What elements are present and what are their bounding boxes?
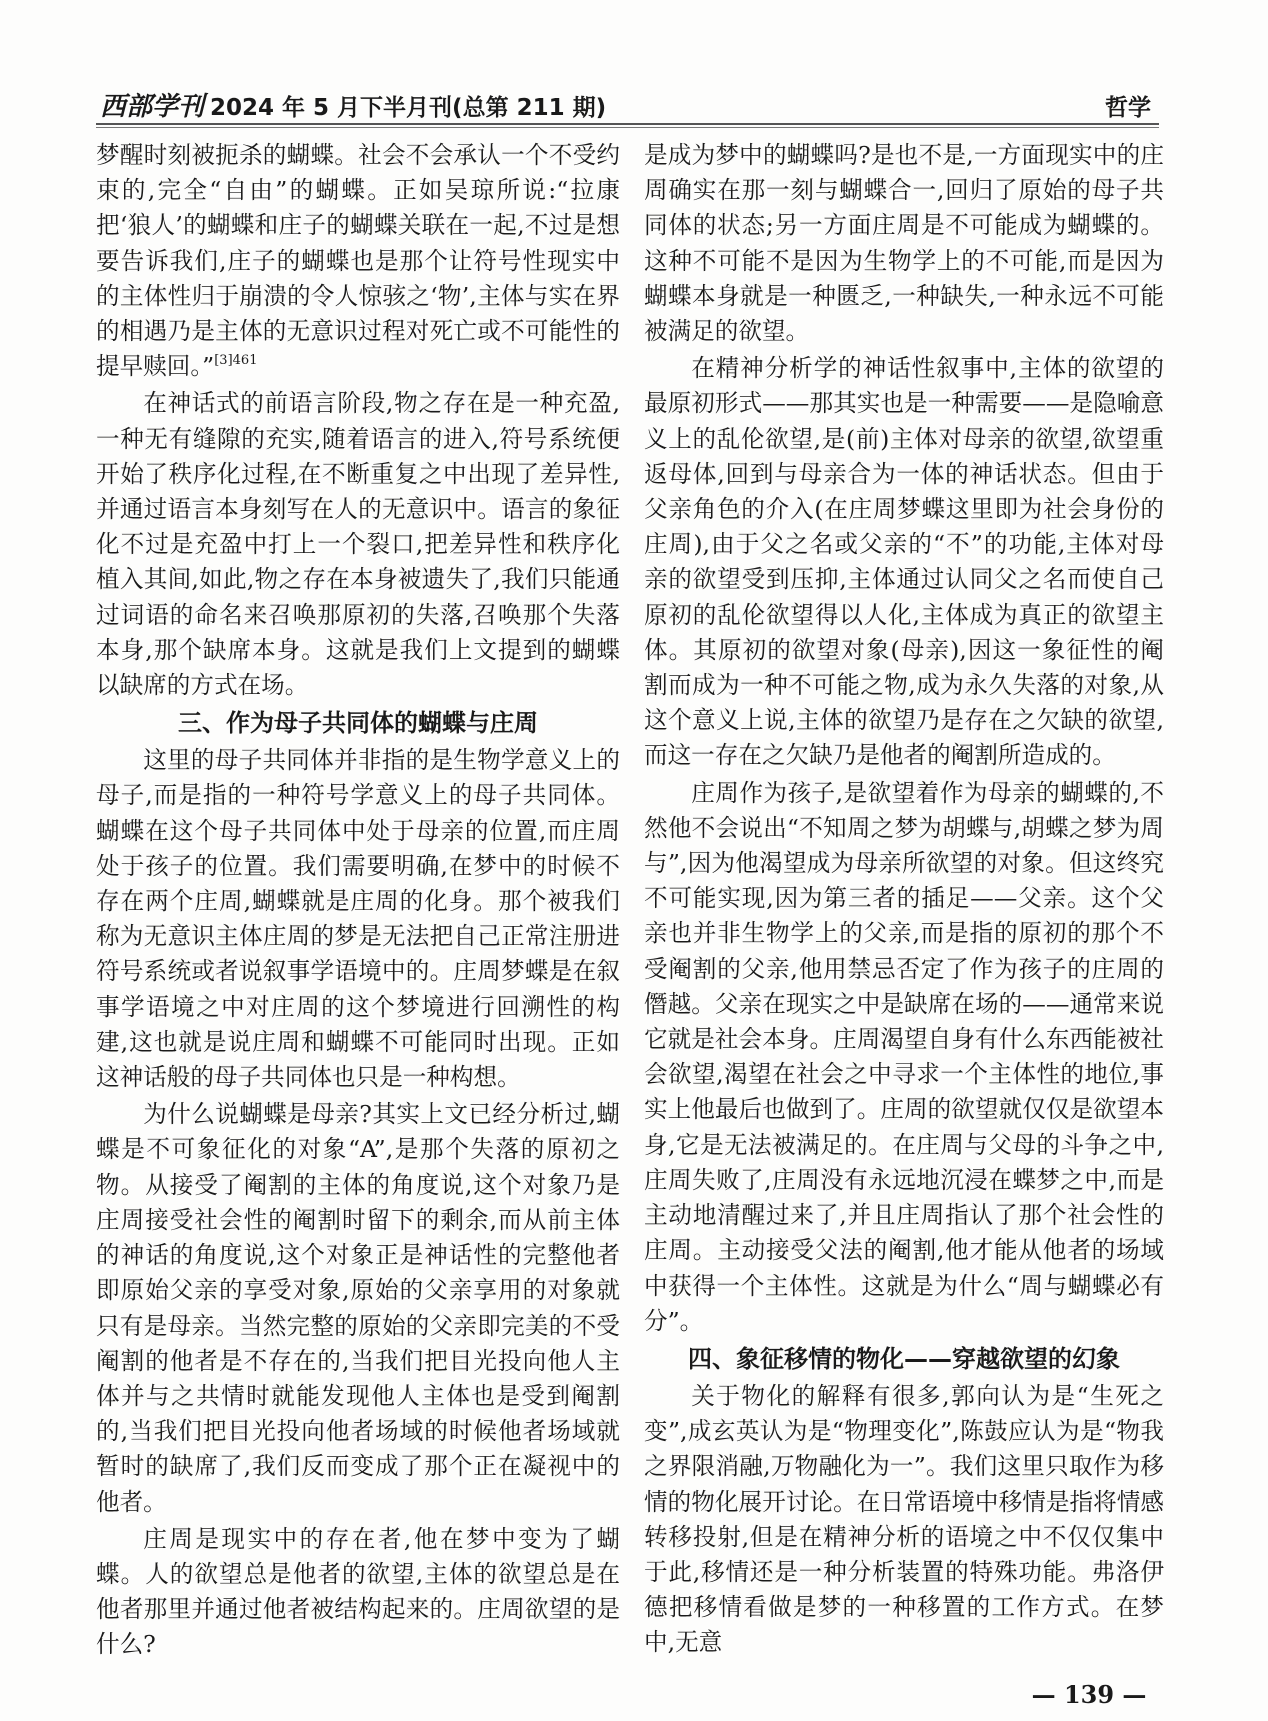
section-name: 哲学: [1105, 95, 1151, 121]
section-heading-3: 三、作为母子共同体的蝴蝶与庄周: [178, 709, 538, 738]
paragraph: [96, 138, 620, 384]
issue-info: 2024 年 5 月下半月刊(总第 211 期): [210, 95, 607, 121]
page-number: — 139 —: [1031, 1679, 1147, 1709]
paragraph: 这里的母子共同体并非指的是生物学意义上的母子,而是指的一种符号学意义上的母子共同体。蝴蝶在这个母子共同体中处于母亲的位置,而庄周处于孩子的位置。我们需要明确,在梦中的时候不存在两个庄周,蝴蝶就是庄周的化身。那个被我们称为无意识主体庄周的梦是无法把自己正常注册进符号系统或者说叙事学语境中的。庄周梦蝶是在叙事学语境之中对庄周的这个梦境进行回溯性的构建,这也就是说庄周和蝴蝶不可能同时出现。正如这神话般的母子共同体也只是一种构想。: [96, 746, 620, 1092]
paragraph: 关于物化的解释有很多,郭向认为是“生死之变”,成玄英认为是“物理变化”,陈鼓应认为是“物我之界限消融,万物融化为一”。我们这里只取作为移情的物化展开讨论。在日常语境中移情是指将情感转移投射,但是在精神分析的语境之中不仅仅集中于此,移情还是一种分析装置的特殊功能。弗洛伊德把移情看做是梦的一种移置的工作方式。在梦中,无意: [644, 1381, 1164, 1657]
running-header: [96, 86, 1159, 122]
journal-logo: 西部学刊: [100, 92, 205, 122]
paragraph-text: 梦醒时刻被扼杀的蝴蝶。社会不会承认一个不受约束的,完全“自由”的蝴蝶。正如吴琼所说:“拉康把‘狼人’的蝴蝶和庄子的蝴蝶关联在一起,不过是想要告诉我们,庄子的蝴蝶也是那个让符号性现实中的主体性归于崩溃的令人惊骇之‘物’,主体与实在界的相遇乃是主体的无意识过程对死亡或不可能性的提早赎回。”: [96, 141, 620, 381]
paragraph: 庄周作为孩子,是欲望着作为母亲的蝴蝶的,不然他不会说出“不知周之梦为胡蝶与,胡蝶之梦为周与”,因为他渴望成为母亲所欲望的对象。但这终究不可能实现,因为第三者的插足——父亲。这个父亲也并非生物学上的父亲,而是指的原初的那个不受阉割的父亲,他用禁忌否定了作为孩子的庄周的僭越。父亲在现实之中是缺席在场的——通常来说它就是社会本身。庄周渴望自身有什么东西能被社会欲望,渴望在社会之中寻求一个主体性的地位,事实上他最后也做到了。庄周的欲望就仅仅是欲望本身,它是无法被满足的。在庄周与父母的斗争之中,庄周失败了,庄周没有永远地沉浸在蝶梦之中,而是主动地清醒过来了,并且庄周指认了那个社会性的庄周。主动接受父法的阉割,他才能从他者的场域中获得一个主体性。这就是为什么“周与蝴蝶必有分”。: [644, 778, 1164, 1335]
columns: [96, 138, 1164, 1665]
paragraph: 是成为梦中的蝴蝶吗?是也不是,一方面现实中的庄周确实在那一刻与蝴蝶合一,回归了原始的母子共同体的状态;另一方面庄周是不可能成为蝴蝶的。这种不可能不是因为生物学上的不可能,而是因为蝴蝶本身就是一种匮乏,一种缺失,一种永远不可能被满足的欲望。: [644, 141, 1164, 346]
paragraph: 在精神分析学的神话性叙事中,主体的欲望的最原初形式——那其实也是一种需要——是隐喻意义上的乱伦欲望,是(前)主体对母亲的欲望,欲望重返母体,回到与母亲合为一体的神话状态。但由于父亲角色的介入(在庄周梦蝶这里即为社会身份的庄周),由于父之名或父亲的“不”的功能,主体对母亲的欲望受到压抑,主体通过认同父之名而使自己原初的乱伦欲望得以人化,主体成为真正的欲望主体。其原初的欲望对象(母亲),因这一象征性的阉割而成为一种不可能之物,成为永久失落的对象,从这个意义上说,主体的欲望乃是存在之欠缺的欲望,而这一存在之欠缺乃是他者的阉割所造成的。: [644, 354, 1164, 770]
paragraph: 庄周是现实中的存在者,他在梦中变为了蝴蝶。人的欲望总是他者的欲望,主体的欲望总是在他者那里并通过他者被结构起来的。庄周欲望的是什么?: [96, 1524, 620, 1659]
header-divider: [96, 123, 1159, 128]
right-column: [644, 138, 1164, 1663]
paragraph: 为什么说蝴蝶是母亲?其实上文已经分析过,蝴蝶是不可象征化的对象“A”,是那个失落的原初之物。从接受了阉割的主体的角度说,这个对象乃是庄周接受社会性的阉割时留下的剩余,而从前主体的神话的角度说,这个对象正是神话性的完整他者即原始父亲的享受对象,原始的父亲享用的对象就只有是母亲。当然完整的原始的父亲即完美的不受阉割的他者是不存在的,当我们把目光投向他人主体并与之共情时就能发现他人主体也是受到阉割的,当我们把目光投向他者场域的时候他者场域就暂时的缺席了,我们反而变成了那个正在凝视中的他者。: [96, 1100, 620, 1516]
left-column: [96, 138, 620, 1665]
page: [96, 86, 1164, 1711]
paragraph: 在神话式的前语言阶段,物之存在是一种充盈,一种无有缝隙的充实,随着语言的进入,符号系统便开始了秩序化过程,在不断重复之中出现了差异性,并通过语言本身刻写在人的无意识中。语言的象征化不过是充盈中打上一个裂口,把差异性和秩序化植入其间,如此,物之存在本身被遗失了,我们只能通过词语的命名来召唤那原初的失落,召唤那个失落本身,那个缺席本身。这就是我们上文提到的蝴蝶以缺席的方式在场。: [96, 389, 620, 700]
section-heading-4: 四、象征移情的物化——穿越欲望的幻象: [688, 1344, 1120, 1373]
citation: [3]461: [214, 353, 258, 369]
